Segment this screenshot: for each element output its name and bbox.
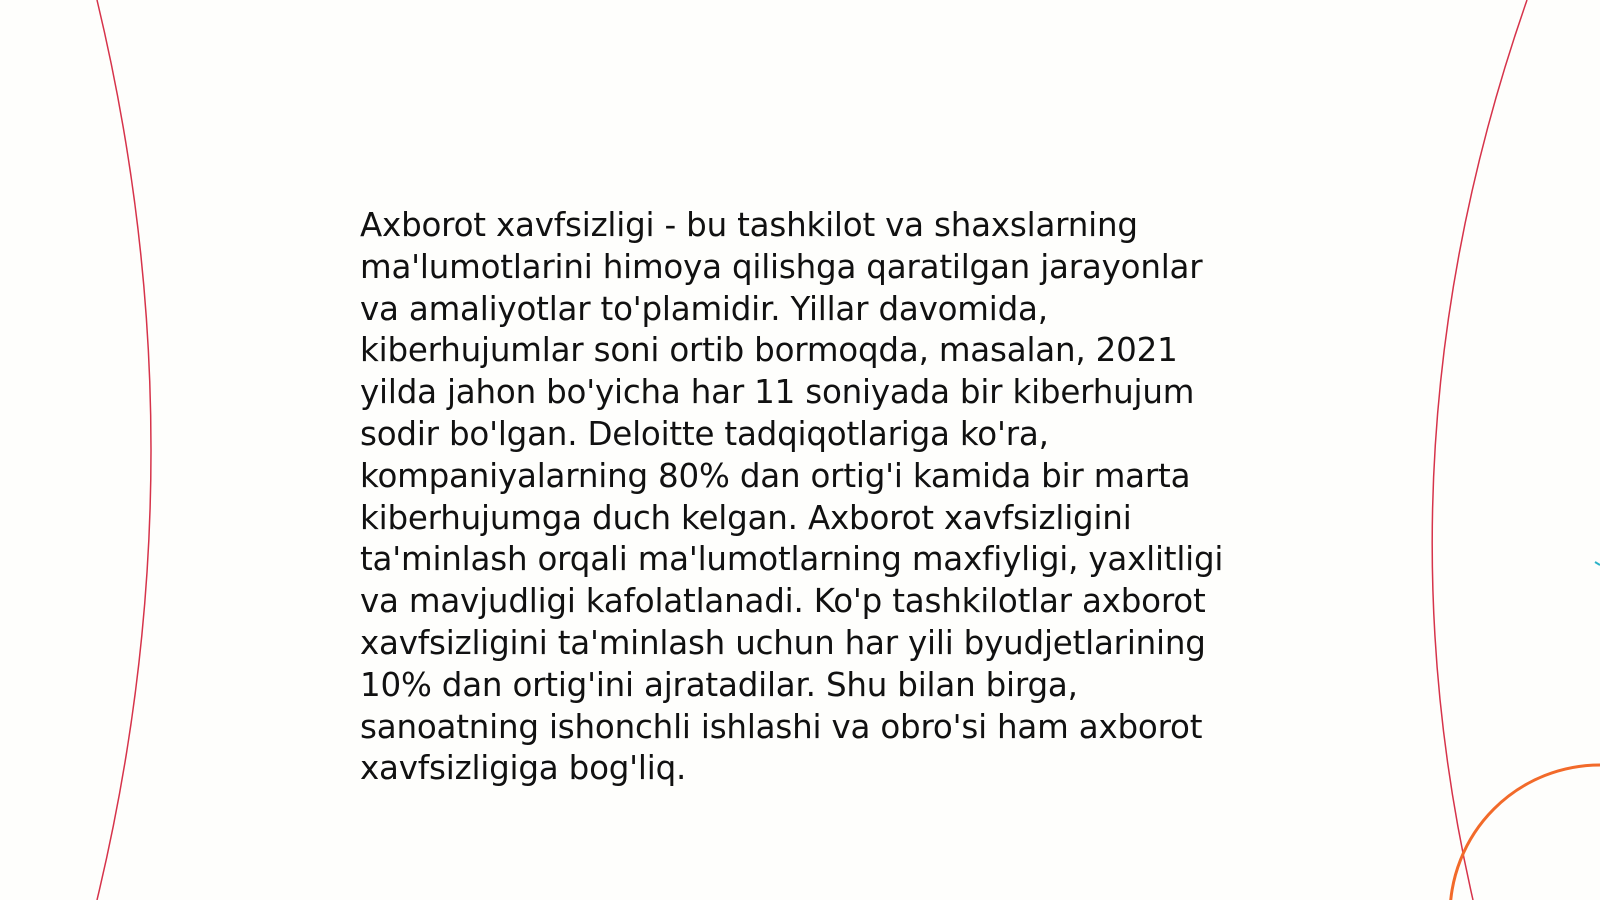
left-curve-line <box>97 0 151 900</box>
teal-accent-mark <box>1595 562 1600 565</box>
body-paragraph: Axborot xavfsizligi - bu tashkilot va shaxslarning ma'lumotlarini himoya qilishga qaratilgan jarayonlar va amaliyotlar to'plamidir. Yillar davomida, kiberhujumlar soni ortib bormoqda, masalan, 2021 yilda jahon bo'yicha har 11 soniyada bir kiberhujum sodir bo'lgan. Deloitte tadqiqotlariga ko'ra, kompaniyalarning 80% dan ortig'i kamida bir marta kiberhujumga duch kelgan. Axborot xavfsizligini ta'minlash orqali ma'lumotlarning maxfiyligi, yaxlitligi va mavjudligi kafolatlanadi. Ko'p tashkilotlar axborot xavfsizligini ta'minlash uchun har yili byudjetlarining 10% dan ortig'ini ajratadilar. Shu bilan birga, sanoatning ishonchli ishlashi va obro'si ham axborot xavfsizligiga bog'liq. <box>360 206 1224 788</box>
orange-circle-outline <box>1450 765 1600 900</box>
right-curve-line <box>1432 0 1527 900</box>
